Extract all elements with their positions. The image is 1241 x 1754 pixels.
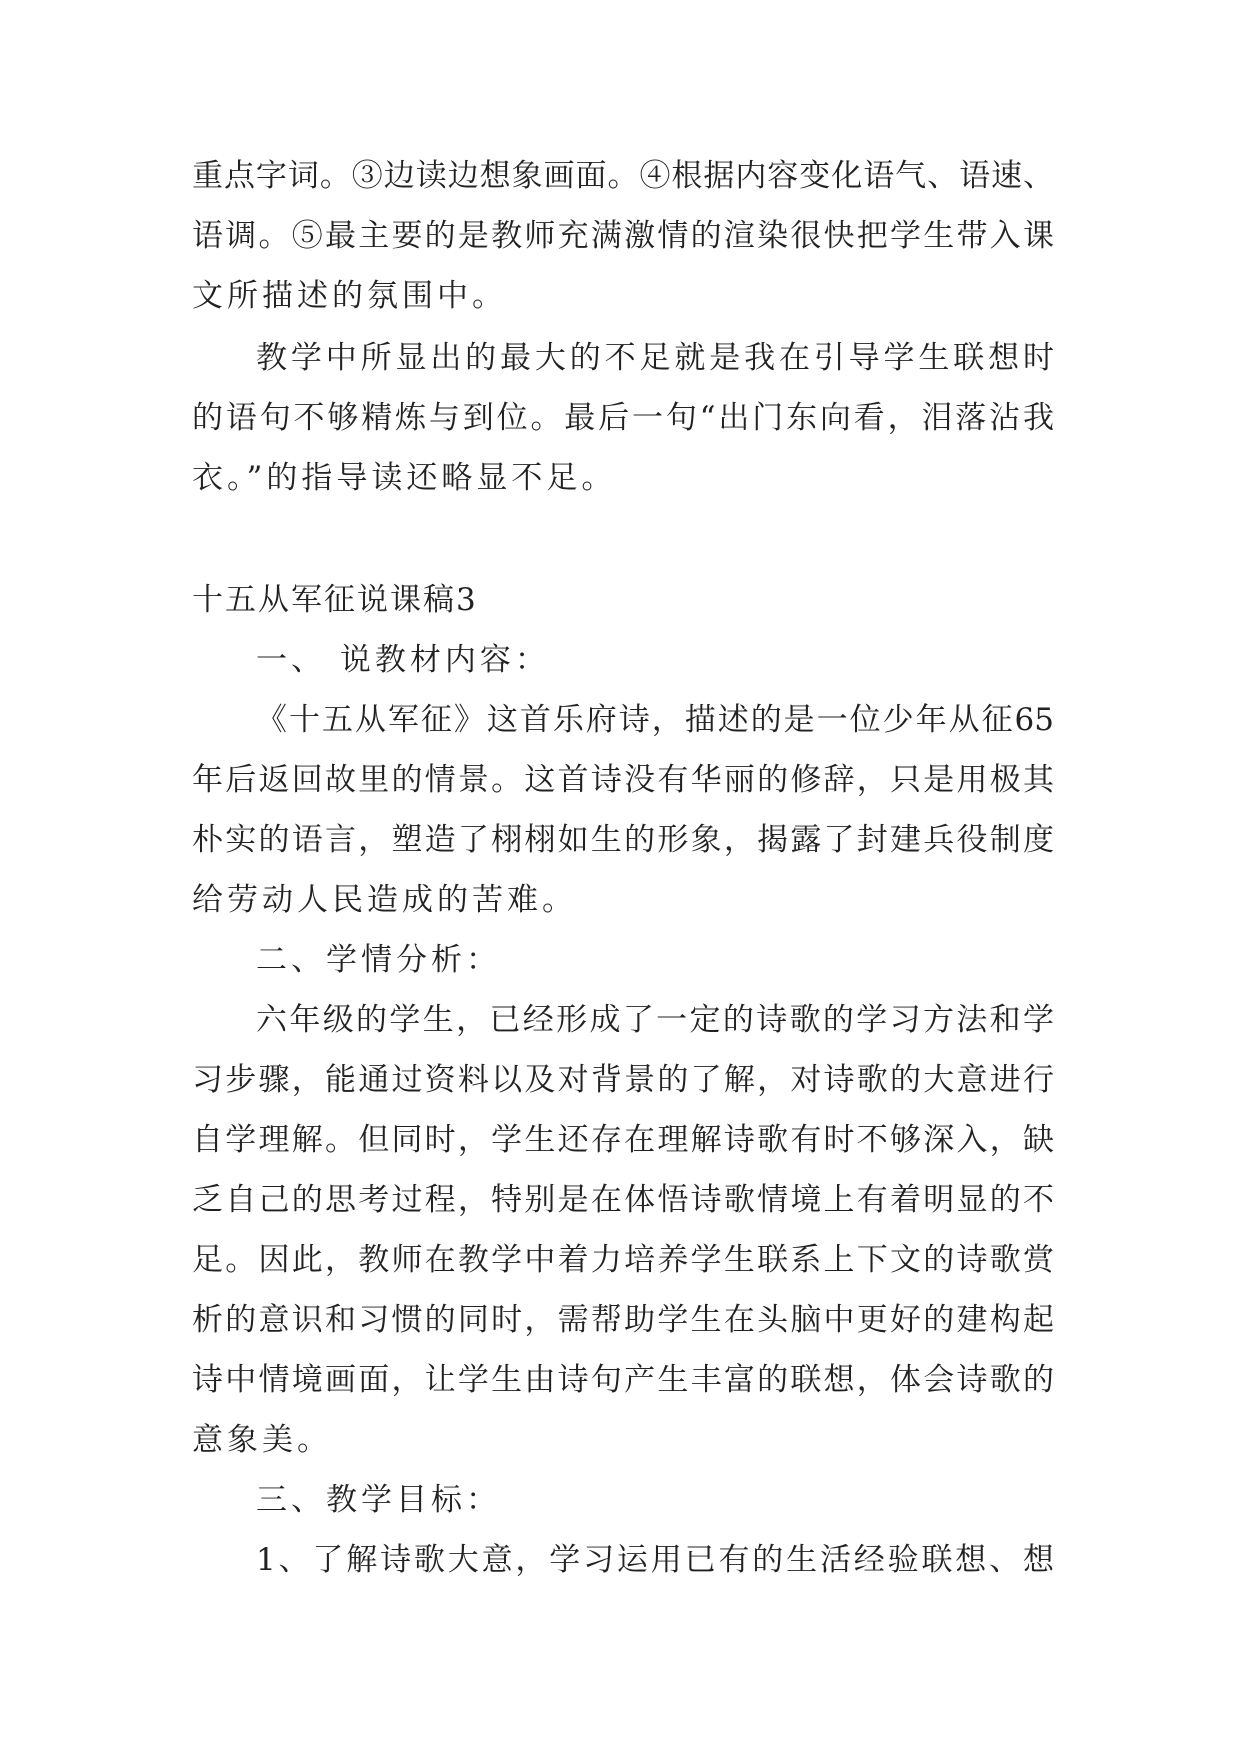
heading-student-analysis: 二、学情分析：: [256, 942, 501, 978]
text-line: 重点字词。③边读边想象画面。④根据内容变化语气、语速、: [192, 158, 1054, 194]
paragraph-first-line: 六年级的学生，已经形成了一定的诗歌的学习方法和学: [256, 1002, 1054, 1038]
text-line: 年后返回故里的情景。这首诗没有华丽的修辞，只是用极其: [192, 762, 1054, 798]
paragraph-first-line: 1、了解诗歌大意，学习运用已有的生活经验联想、想: [256, 1542, 1054, 1578]
text-line: 自学理解。但同时，学生还存在理解诗歌有时不够深入，缺: [192, 1122, 1054, 1158]
text-line: 诗中情境画面，让学生由诗句产生丰富的联想，体会诗歌的: [192, 1362, 1054, 1398]
paragraph-first-line: 教学中所显出的最大的不足就是我在引导学生联想时: [256, 340, 1054, 376]
text-line: 习步骤，能通过资料以及对背景的了解，对诗歌的大意进行: [192, 1062, 1054, 1098]
text-line: 语调。⑤最主要的是教师充满激情的渲染很快把学生带入课: [192, 218, 1054, 254]
text-line: 文所描述的氛围中。: [192, 278, 507, 314]
heading-teaching-material: 一、 说教材内容：: [256, 642, 550, 678]
text-line: 足。因此，教师在教学中着力培养学生联系上下文的诗歌赏: [192, 1242, 1054, 1278]
text-line: 乏自己的思考过程，特别是在体悟诗歌情境上有着明显的不: [192, 1182, 1054, 1218]
text-line: 衣。”的指导读还略显不足。: [192, 460, 617, 496]
text-line: 朴实的语言，塑造了栩栩如生的形象，揭露了封建兵役制度: [192, 822, 1054, 858]
text-line: 析的意识和习惯的同时，需帮助学生在头脑中更好的建构起: [192, 1302, 1054, 1338]
section-title: 十五从军征说课稿3: [192, 582, 478, 618]
paragraph-first-line: 《十五从军征》这首乐府诗，描述的是一位少年从征65: [256, 702, 1054, 738]
text-line: 给劳动人民造成的苦难。: [192, 882, 577, 918]
text-line: 的语句不够精炼与到位。最后一句“出门东向看，泪落沾我: [192, 400, 1054, 436]
text-line: 意象美。: [192, 1422, 332, 1458]
heading-teaching-goals: 三、教学目标：: [256, 1482, 501, 1518]
